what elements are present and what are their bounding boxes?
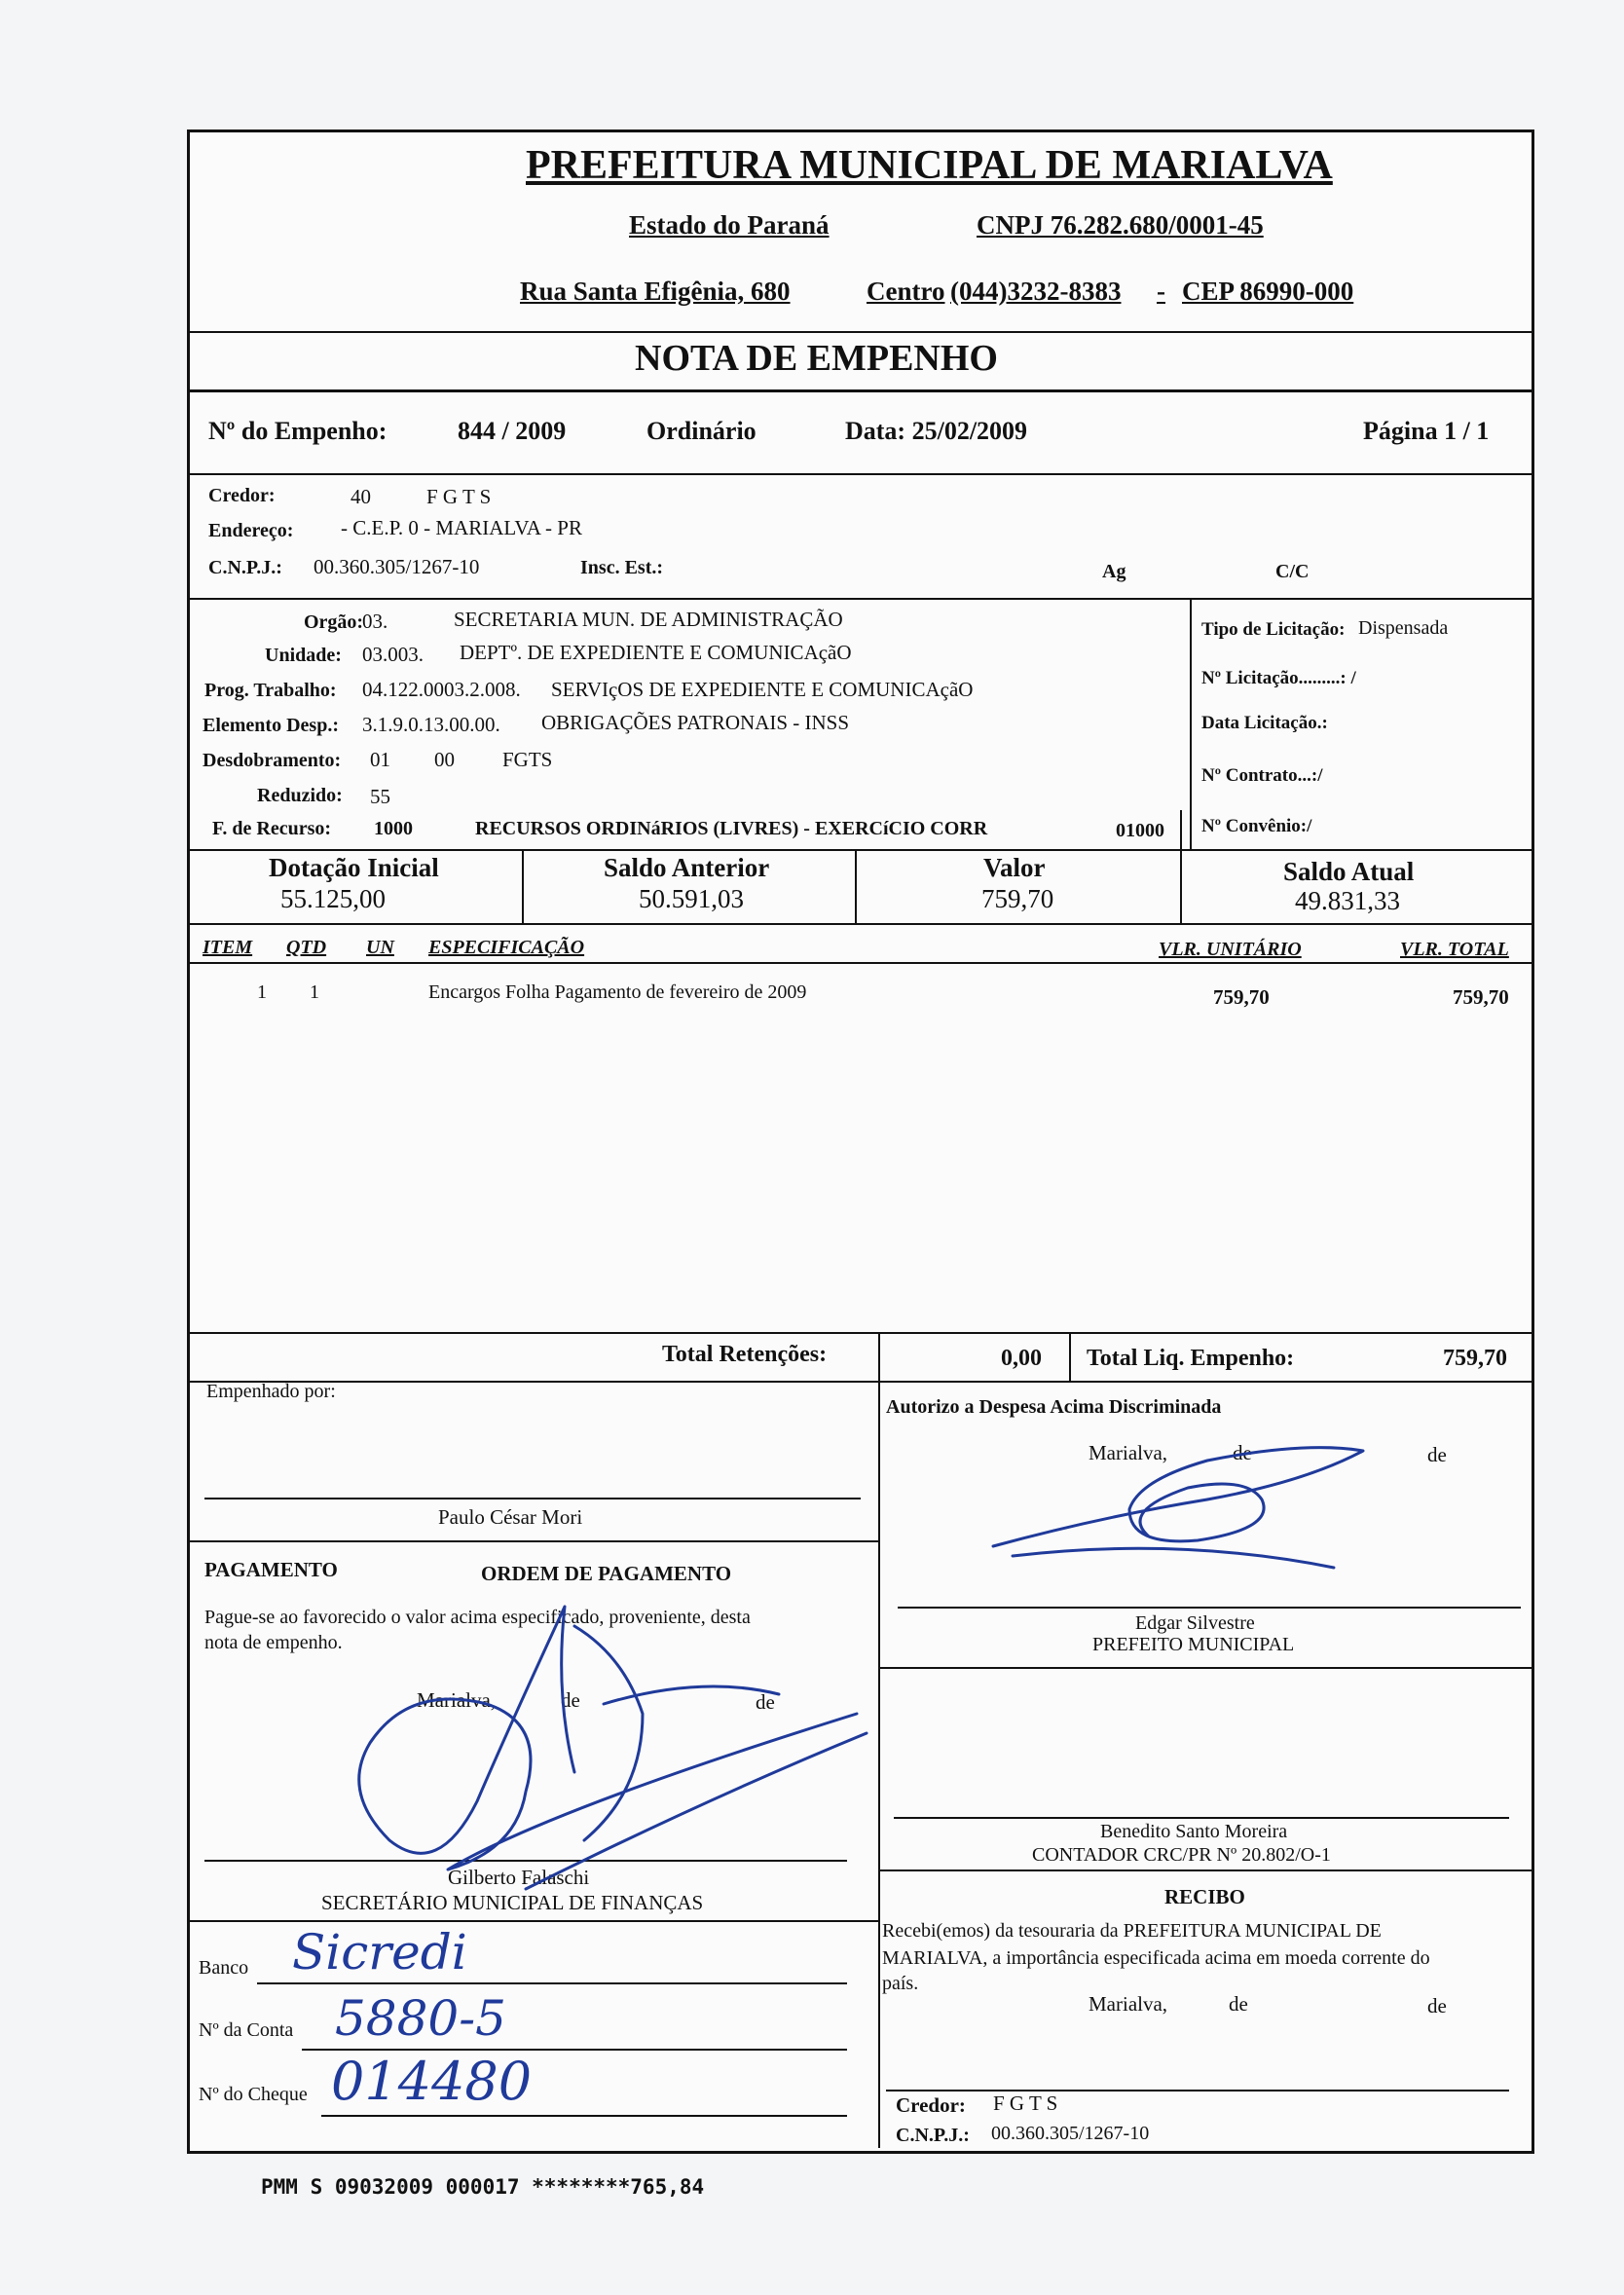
saldo-atual-label: Saldo Atual (1283, 857, 1415, 886)
credor-address: - C.E.P. 0 - MARIALVA - PR (341, 516, 582, 539)
desdobramento-label: Desdobramento: (203, 750, 342, 771)
desdobramento-desc: FGTS (502, 748, 553, 771)
saldo-anterior-label: Saldo Anterior (604, 853, 770, 882)
recibo-text-2: MARIALVA, a importância especificada acima em moeda corrente do (882, 1947, 1430, 1969)
total-liquido-value: 759,70 (1443, 1346, 1507, 1371)
valor-label: Valor (983, 853, 1046, 882)
recibo-text-3: país. (882, 1973, 919, 1994)
col-vlr-total: VLR. TOTAL (1400, 939, 1509, 960)
empenho-type: Ordinário (646, 417, 757, 445)
recurso-extra: 01000 (1116, 820, 1164, 841)
elemento-label: Elemento Desp.: (203, 715, 339, 736)
autorizo-signer: Edgar Silvestre (1135, 1612, 1255, 1634)
banco-value-handwritten: Sicredi (292, 1924, 467, 1980)
recibo-cnpj-value: 00.360.305/1267-10 (991, 2123, 1150, 2144)
orgao-label: Orgão: (304, 611, 364, 633)
prog-label: Prog. Trabalho: (204, 680, 337, 701)
pagamento-text-2: nota de empenho. (204, 1632, 343, 1653)
table-row-especificacao: Encargos Folha Pagamento de fevereiro de 2009 (428, 981, 807, 1003)
pagamento-text-1: Pague-se ao favorecido o valor acima especificado, proveniente, desta (204, 1607, 751, 1628)
table-row-item: 1 (257, 981, 267, 1003)
pagamento-de2: de (756, 1690, 775, 1714)
autorizo-place: Marialva, (1089, 1441, 1168, 1464)
total-retencoes-label: Total Retenções: (662, 1342, 828, 1367)
table-row-qtd: 1 (310, 981, 319, 1003)
orgao-desc: SECRETARIA MUN. DE ADMINISTRAÇÃO (454, 608, 843, 631)
recibo-credor-label: Credor: (896, 2093, 966, 2117)
elemento-code: 3.1.9.0.13.00.00. (362, 713, 500, 736)
address-label: Endereço: (208, 520, 294, 541)
pagamento-role: SECRETÁRIO MUNICIPAL DE FINANÇAS (321, 1891, 704, 1914)
secretary-signature (331, 1597, 876, 1908)
contador-role: CONTADOR CRC/PR Nº 20.802/O-1 (1032, 1844, 1331, 1866)
recibo-credor-value: F G T S (993, 2091, 1058, 2115)
col-un: UN (366, 937, 394, 958)
recurso-label: F. de Recurso: (212, 818, 332, 839)
unidade-code: 03.003. (362, 643, 424, 666)
cheque-value-handwritten: 014480 (331, 2051, 533, 2112)
pagamento-de1: de (561, 1688, 580, 1712)
ag-label: Ag (1102, 561, 1126, 582)
bank-stamp: PMM S 09032009 000017 ********765,84 (261, 2175, 705, 2199)
data-licitacao: Data Licitação.: (1201, 713, 1328, 733)
prog-desc: SERVIçOS DE EXPEDIENTE E COMUNICAçãO (551, 678, 974, 701)
reduzido-code: 55 (370, 785, 390, 808)
document-title: NOTA DE EMPENHO (635, 338, 998, 379)
credor-cnpj: 00.360.305/1267-10 (314, 555, 480, 578)
address-dash: - (1157, 277, 1165, 306)
desdobramento-code: 01 (370, 748, 390, 771)
empenho-number: 844 / 2009 (458, 417, 567, 445)
saldo-anterior-value: 50.591,03 (639, 884, 744, 913)
address-district: Centro (867, 277, 945, 306)
autorizo-de2: de (1427, 1443, 1447, 1466)
col-vlr-unitario: VLR. UNITÁRIO (1159, 939, 1302, 960)
recibo-de1: de (1229, 1992, 1248, 2016)
address-street: Rua Santa Efigênia, 680 (520, 277, 791, 306)
total-liquido-label: Total Liq. Empenho: (1087, 1346, 1295, 1371)
cc-label: C/C (1275, 561, 1310, 582)
dotacao-value: 55.125,00 (280, 884, 386, 913)
tipo-licitacao-value: Dispensada (1358, 617, 1449, 639)
conta-label: Nº da Conta (199, 2019, 294, 2041)
contador-signer: Benedito Santo Moreira (1100, 1821, 1288, 1842)
unidade-desc: DEPTº. DE EXPEDIENTE E COMUNICAçãO (460, 641, 852, 664)
saldo-atual-value: 49.831,33 (1295, 886, 1400, 915)
recibo-title: RECIBO (1164, 1885, 1245, 1908)
page-number: Página 1 / 1 (1363, 417, 1490, 445)
numero-licitacao: Nº Licitação.........: / (1201, 668, 1356, 688)
prog-code: 04.122.0003.2.008. (362, 678, 521, 701)
credor-name: F G T S (426, 485, 492, 508)
recibo-de2: de (1427, 1994, 1447, 2017)
ordem-pagamento-title: ORDEM DE PAGAMENTO (481, 1562, 732, 1585)
recurso-desc: RECURSOS ORDINáRIOS (LIVRES) - EXERCíCIO CORR (475, 818, 988, 839)
cnpj: CNPJ 76.282.680/0001-45 (977, 210, 1264, 240)
empenhado-label: Empenhado por: (206, 1381, 336, 1402)
empenho-label: Nº do Empenho: (208, 417, 388, 445)
dotacao-label: Dotação Inicial (269, 853, 439, 882)
page-title: PREFEITURA MUNICIPAL DE MARIALVA (526, 143, 1333, 188)
numero-contrato: Nº Contrato...:/ (1201, 765, 1323, 786)
pagamento-place: Marialva, (417, 1688, 497, 1712)
autorizo-role: PREFEITO MUNICIPAL (1092, 1634, 1295, 1655)
col-item: ITEM (203, 937, 253, 958)
conta-value-handwritten: 5880-5 (335, 1990, 506, 2047)
elemento-desc: OBRIGAÇÕES PATRONAIS - INSS (541, 711, 850, 734)
cnpj-label: C.N.P.J.: (208, 557, 282, 578)
tipo-licitacao-label: Tipo de Licitação: (1201, 619, 1346, 640)
address-phone: (044)3232-8383 (950, 277, 1122, 306)
total-retencoes-value: 0,00 (1001, 1346, 1042, 1371)
numero-convenio: Nº Convênio:/ (1201, 816, 1312, 836)
credor-code: 40 (351, 485, 371, 508)
desdobramento-code2: 00 (434, 748, 455, 771)
col-qtd: QTD (286, 937, 327, 958)
banco-label: Banco (199, 1957, 249, 1979)
orgao-code: 03. (362, 610, 388, 633)
autorizo-title: Autorizo a Despesa Acima Discriminada (886, 1396, 1222, 1418)
insc-label: Insc. Est.: (580, 557, 664, 578)
pagamento-signer: Gilberto Falaschi (448, 1866, 590, 1889)
table-row-vlr-unitario: 759,70 (1213, 985, 1270, 1009)
mayor-signature (983, 1431, 1392, 1577)
address-cep: CEP 86990-000 (1182, 277, 1354, 306)
recibo-text-1: Recebi(emos) da tesouraria da PREFEITURA MUNICIPAL DE (882, 1920, 1382, 1942)
empenho-date: Data: 25/02/2009 (845, 417, 1028, 445)
unidade-label: Unidade: (265, 645, 342, 666)
empenhado-signer: Paulo César Mori (438, 1505, 583, 1529)
credor-label: Credor: (208, 485, 276, 506)
state-name: Estado do Paraná (629, 210, 830, 240)
recibo-place: Marialva, (1089, 1992, 1168, 2016)
recurso-code: 1000 (374, 818, 413, 839)
reduzido-label: Reduzido: (257, 785, 343, 806)
autorizo-de1: de (1233, 1441, 1252, 1464)
cheque-label: Nº do Cheque (199, 2084, 308, 2105)
col-especificacao: ESPECIFICAÇÃO (428, 937, 585, 958)
valor-value: 759,70 (981, 884, 1054, 913)
pagamento-label: PAGAMENTO (204, 1558, 338, 1581)
table-row-vlr-total: 759,70 (1453, 985, 1509, 1009)
recibo-cnpj-label: C.N.P.J.: (896, 2125, 970, 2146)
